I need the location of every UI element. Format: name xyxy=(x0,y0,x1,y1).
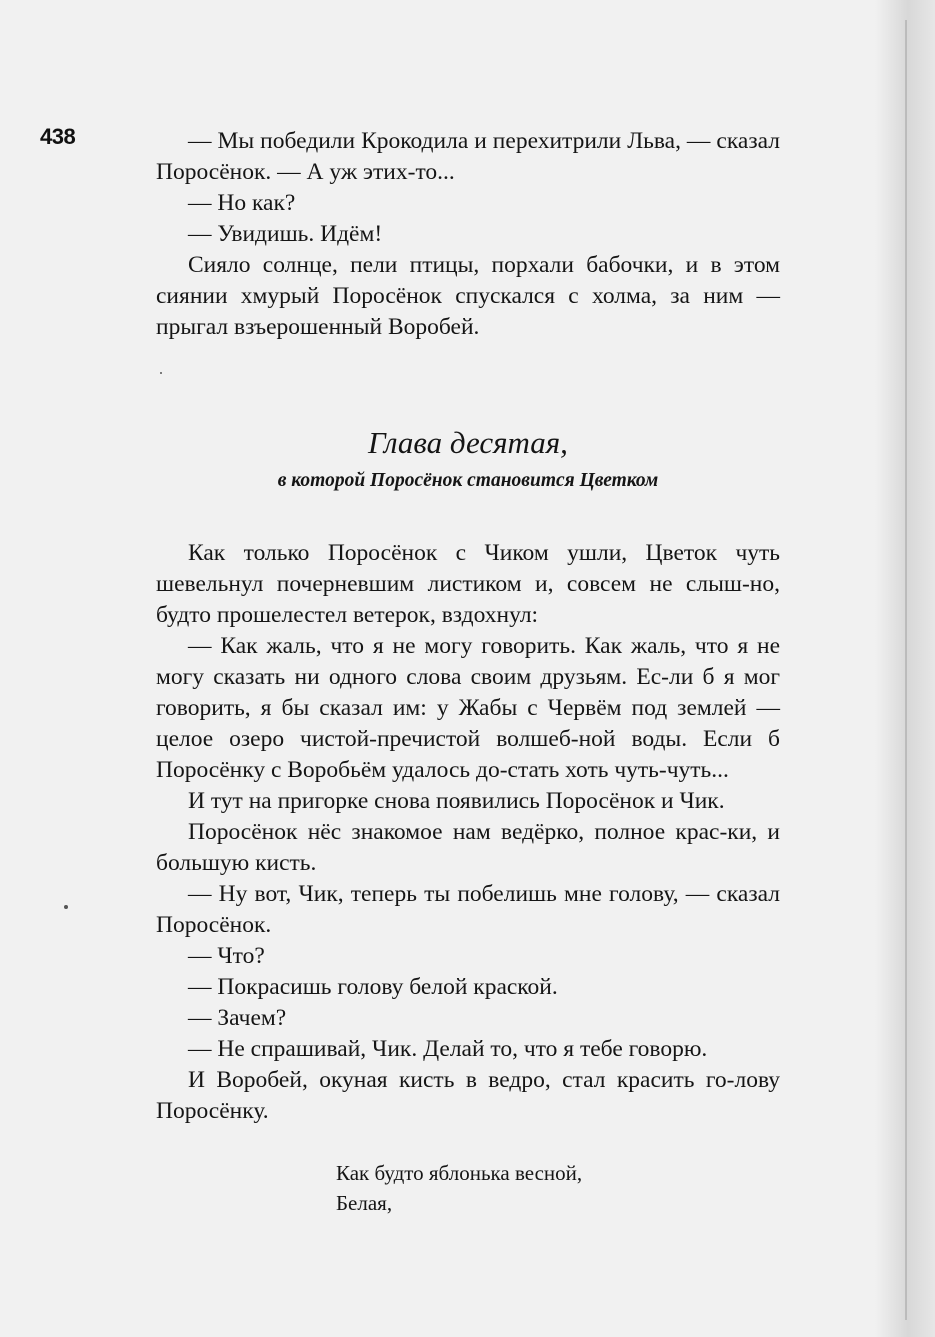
paragraph: — Но как? xyxy=(188,190,296,216)
paragraph: И Воробей, окуная кисть в ведро, стал красить го-лову Поросёнку. xyxy=(156,1067,780,1124)
paragraph: — Увидишь. Идём! xyxy=(188,221,383,247)
paragraph: — Зачем? xyxy=(188,1005,287,1031)
paragraph: Поросёнок нёс знакомое нам ведёрко, полное крас-ки, и большую кисть. xyxy=(156,819,780,876)
top-text-block xyxy=(156,126,780,343)
paragraph: — Не спрашивай, Чик. Делай то, что я тебе говорю. xyxy=(188,1036,708,1062)
paragraph: — Как жаль, что я не могу говорить. Как жаль, что я не могу сказать ни одного слова своим друзьям. Ес-ли б я мог говорить, я бы сказал им: у Жабы с Червём под землей — целое озеро чистой-пречистой волшеб-ной воды. Если б Поросёнку с Воробьём удалось до-стать хоть чуть-чуть... xyxy=(156,633,780,783)
chapter-subtitle: в которой Поросёнок становится Цветком xyxy=(277,470,659,491)
verse-line: Как будто яблонька весной, xyxy=(336,1161,583,1185)
page-edge-line xyxy=(905,20,907,1320)
paragraph: Как только Поросёнок с Чиком ушли, Цветок чуть шевельнул почерневшим листиком и, совсем не слыш-но, будто прошелестел ветерок, вздохнул: xyxy=(156,540,780,628)
verse-block xyxy=(336,1158,582,1218)
paragraph: Сияло солнце, пели птицы, порхали бабочки, и в этом сиянии хмурый Поросёнок спускался с холма, за ним — прыгал взъерошенный Воробей. xyxy=(156,252,780,340)
paragraph: — Что? xyxy=(188,943,265,969)
print-speck xyxy=(64,905,68,909)
main-text-block xyxy=(156,538,780,1127)
paragraph: — Ну вот, Чик, теперь ты побелишь мне голову, — сказал Поросёнок. xyxy=(156,881,780,938)
paragraph: — Покрасишь голову белой краской. xyxy=(188,974,558,1000)
verse-line: Белая, xyxy=(336,1191,393,1215)
paragraph: И тут на пригорке снова появились Поросёнок и Чик. xyxy=(188,788,725,814)
chapter-title: Глава десятая, xyxy=(368,425,568,460)
print-speck xyxy=(160,372,162,374)
page-number: 438 xyxy=(40,124,76,149)
paragraph: — Мы победили Крокодила и перехитрили Льва, — сказал Поросёнок. — А уж этих-то... xyxy=(156,128,780,185)
